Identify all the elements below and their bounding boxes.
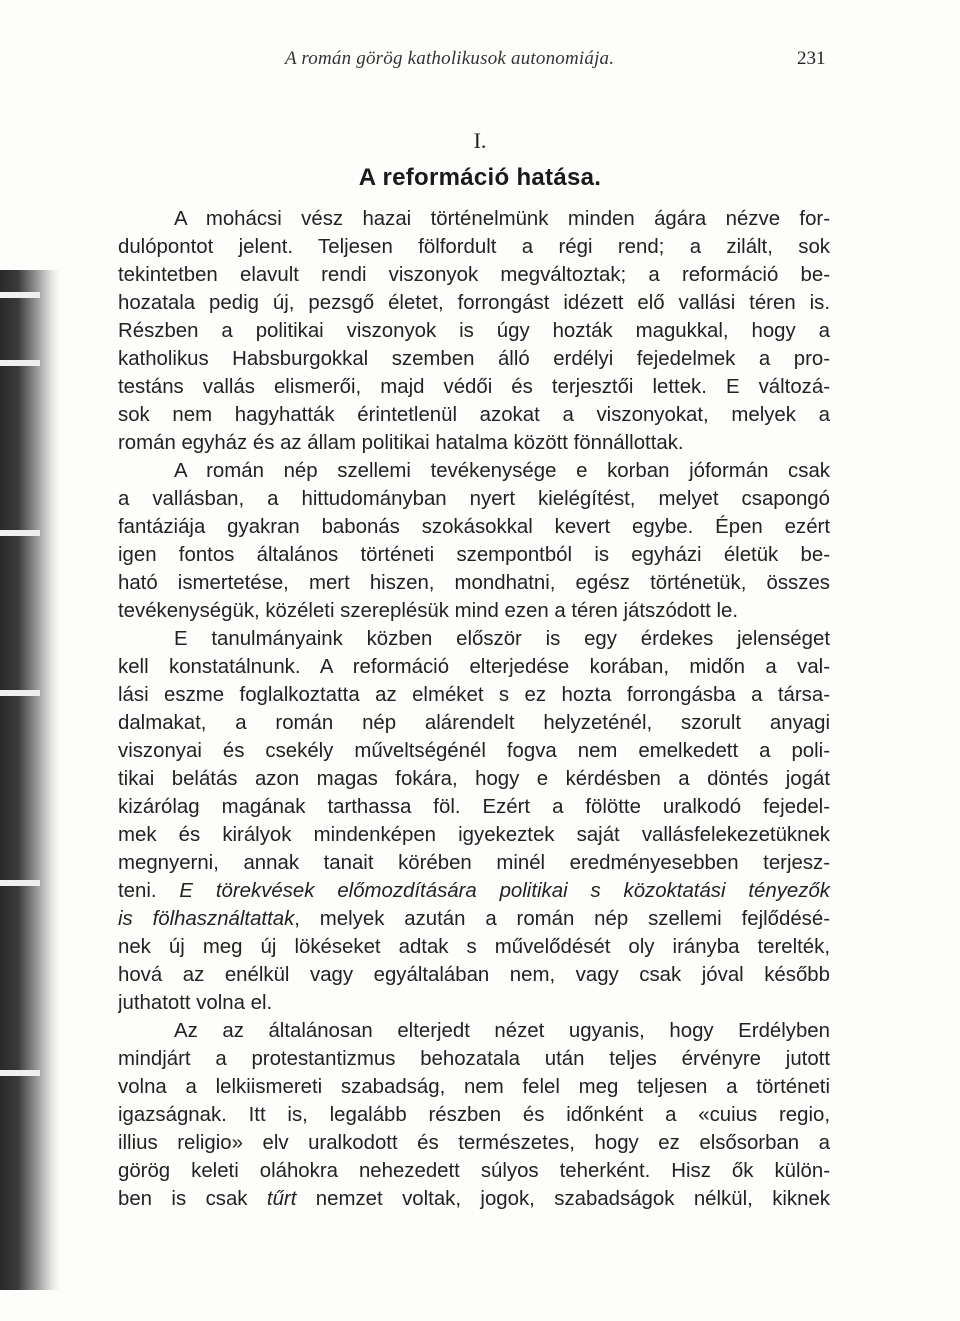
text-line: kell konstatálnunk. A reformáció elterjedése korában, midőn a val- — [118, 656, 830, 678]
text-line: juthatott volna el. — [118, 992, 273, 1014]
scan-stripe — [0, 1070, 40, 1076]
text-span: ben is csak — [118, 1188, 267, 1210]
text-line: Részben a politikai viszonyok is úgy hozták magukkal, hogy a — [118, 320, 830, 342]
text-line: román egyház és az állam politikai hatalma között fönnállottak. — [118, 432, 684, 454]
text-line: Az az általánosan elterjedt nézet ugyanis, hogy Erdélyben — [174, 1020, 830, 1042]
text-line: ható ismertetése, mert hiszen, mondhatni, egész történetük, összes — [118, 572, 830, 594]
text-line: A mohácsi vész hazai történelmünk minden ágára nézve for- — [174, 208, 830, 230]
text-line: lási eszme foglalkoztatta az elméket s ez hozta forrongásba a társa- — [118, 684, 830, 706]
text-span: teni. — [118, 880, 180, 902]
text-line: illius religio» elv uralkodott és természetes, hogy ez elsősorban a — [118, 1132, 830, 1154]
text-line: mindjárt a protestantizmus behozatala után teljes érvényre jutott — [118, 1048, 830, 1070]
text-line: tekintetben elavult rendi viszonyok megváltoztak; a reformáció be- — [118, 264, 830, 286]
text-line: sok nem hagyhatták érintetlenül azokat a viszonyokat, melyek a — [118, 404, 830, 426]
running-header — [0, 48, 960, 78]
text-line — [118, 1185, 830, 1213]
section-title: A reformáció hatása. — [358, 164, 602, 191]
binding-edge-shadow — [0, 270, 60, 1290]
text-line: nek új meg új lökéseket adtak s művelődését oly irányba terelték, — [118, 936, 830, 958]
text-line — [118, 905, 830, 933]
text-span: nemzet voltak, jogok, szabadságok nélkül, kiknek — [296, 1188, 830, 1210]
italic-span: E törekvések előmozdítására politikai s közoktatási tényezők — [179, 880, 830, 902]
running-title: A román görög katholikusok autonomiája. — [285, 48, 615, 69]
text-line: kizárólag magának tarthassa föl. Ezért a fölötte uralkodó fejedel- — [118, 796, 830, 818]
text-span: , melyek azután a román nép szellemi fejlődésé- — [294, 908, 830, 930]
text-line: tevékenységük, közéleti szereplésük mind ezen a téren játszódott le. — [118, 600, 738, 622]
text-line: katholikus Habsburgokkal szemben álló erdélyi fejedelmek a pro- — [118, 348, 830, 370]
text-line: A román nép szellemi tevékenysége e korban jóformán csak — [174, 460, 830, 482]
section-number: I. — [473, 128, 487, 153]
text-line: dulópontot jelent. Teljesen fölfordult a régi rend; a zilált, sok — [118, 236, 830, 258]
text-line: mek és királyok mindenképen igyekeztek saját vallásfelekezetüknek — [118, 824, 830, 846]
italic-span: is fölhasználtattak — [118, 908, 295, 930]
text-line: tikai belátás azon magas fokára, hogy e kérdésben a döntés jogát — [118, 768, 830, 790]
text-line: a vallásban, a hittudományban nyert kielégítést, melyet csapongó — [118, 488, 830, 510]
scan-stripe — [0, 690, 40, 696]
italic-span: tűrt — [266, 1188, 297, 1210]
scan-stripe — [0, 530, 40, 536]
text-line: megnyerni, annak tanait körében minél eredményesebben terjesz- — [118, 852, 830, 874]
text-line: viszonyai és csekély műveltségénél fogva nem emelkedett a poli- — [118, 740, 830, 762]
text-line: igen fontos általános történeti szempontból is egyházi életük be- — [118, 544, 830, 566]
text-line: hozatala pedig új, pezsgő életet, forrongást idézett elő vallási téren is. — [118, 292, 830, 314]
text-line: testáns vallás elismerői, majd védői és terjesztői lettek. E változá- — [118, 376, 830, 398]
text-line: volna a lelkiismereti szabadság, nem felel meg teljesen a történeti — [118, 1076, 830, 1098]
text-line: dalmakat, a román nép alárendelt helyzeténél, szorult anyagi — [118, 712, 830, 734]
page-number: 231 — [797, 48, 826, 69]
scan-stripe — [0, 360, 40, 366]
text-line: igazságnak. Itt is, legalább részben és időnként a «cuius regio, — [118, 1104, 830, 1126]
text-line: fantáziája gyakran babonás szokásokkal kevert egybe. Épen ezért — [118, 516, 830, 538]
scan-stripe — [0, 292, 40, 298]
text-line — [118, 877, 830, 905]
scan-stripe — [0, 880, 40, 886]
text-line: görög keleti oláhokra nehezedett súlyos teherként. Hisz ők külön- — [118, 1160, 830, 1182]
text-line: E tanulmányaink közben először is egy érdekes jelenséget — [174, 628, 830, 650]
body-text — [118, 205, 830, 1213]
text-line: hová az enélkül vagy egyáltalában nem, vagy csak jóval később — [118, 964, 830, 986]
